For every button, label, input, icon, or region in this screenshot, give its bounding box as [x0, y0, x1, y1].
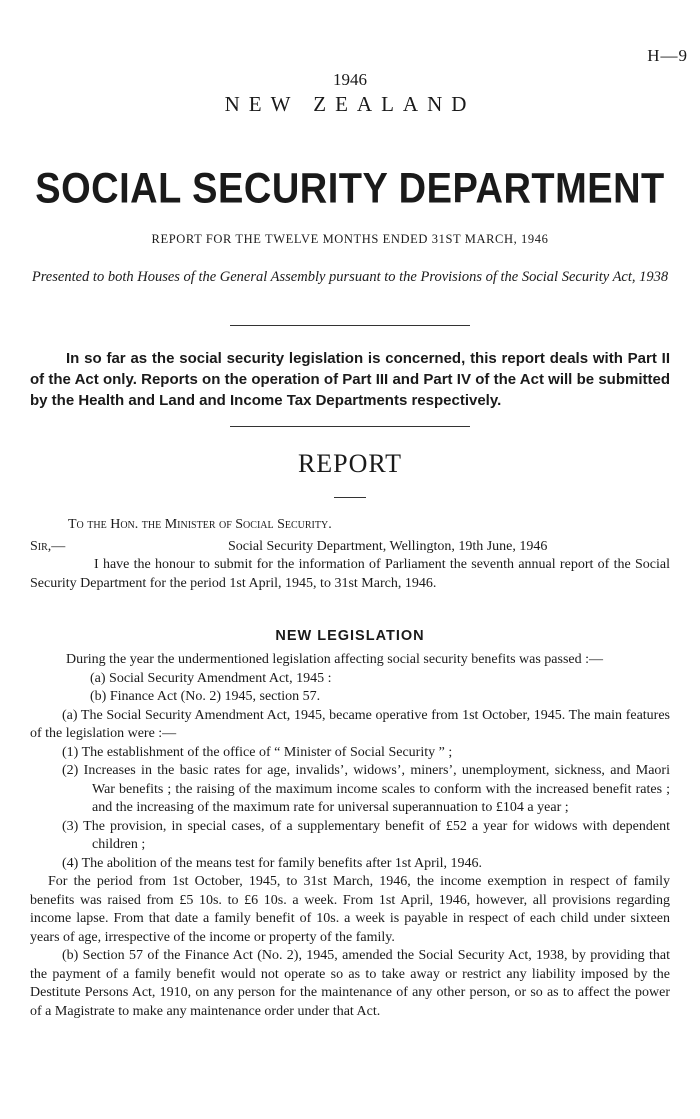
feature-item: (1) The establishment of the office of “ Minister of Social Security ” ;: [62, 744, 453, 760]
intro-paragraph: [30, 348, 670, 411]
family-benefit-paragraph: For the period from 1st October, 1945, to 31st March, 1946, the income exemption in respect of family benefits was raised from £5 10s. to £6 10s. a week. From 1st April, 1946, however, all provisions regarding income lapse. From that date a family benefit of 10s. a week is payable in respect of each child under sixteen years of age, irrespective of the income or property of the family.: [30, 874, 670, 945]
legislation-section: [30, 651, 670, 1021]
report-period: REPORT FOR THE TWELVE MONTHS ENDED 31ST MARCH, 1946: [151, 232, 549, 246]
section-heading: NEW LEGISLATION: [275, 628, 425, 644]
dateline: Social Security Department, Wellington, 19th June, 1946: [228, 539, 548, 554]
divider-rule: [230, 426, 470, 427]
opening-text: I have the honour to submit for the information of Parliament the seventh annual report of the Social Security Department for the period 1st April, 1945, to 31st March, 1946.: [30, 557, 670, 591]
report-heading: REPORT: [297, 449, 403, 478]
feature-item: (4) The abolition of the means test for family benefits after 1st April, 1946.: [62, 855, 483, 871]
feature-item: (3) The provision, in special cases, of a supplementary benefit of £52 a year for widows with dependent children ;: [62, 818, 670, 852]
sir-greeting: Sir,—: [30, 539, 66, 554]
presentation-note: Presented to both Houses of the General Assembly pursuant to the Provisions of the Social Security Act, 1938: [31, 269, 669, 285]
feature-item: (2) Increases in the basic rates for age, invalids’, widows’, miners’, unemployment, sickness, and Maori War benefits ; the raising of the maximum income scales to conform with the increased benefit rates ; and the increasing of the maximum rate for universal superannuation to £104 a year ;: [62, 763, 670, 815]
department-title: SOCIAL SECURITY DEPARTMENT: [35, 165, 665, 213]
legislation-item: (b) Finance Act (No. 2) 1945, section 57.: [90, 689, 321, 704]
intro-text: In so far as the social security legislation is concerned, this report deals with Part II of the Act only. Reports on the operation of Part III and Part IV of the Act will be submitted by the Health and Land and Income Tax Departments respectively.: [30, 350, 670, 409]
report-year: 1946: [333, 70, 367, 89]
country-heading: NEW ZEALAND: [224, 92, 476, 116]
finance-act-paragraph: (b) Section 57 of the Finance Act (No. 2), 1945, amended the Social Security Act, 1938, by providing that the payment of a family benefit would not operate so as to take away or restrict any liability imposed by the Destitute Persons Act, 1910, on any person for the maintenance of any other person, or so as to affect the power of a Magistrate to make any maintenance order under that Act.: [30, 948, 670, 1019]
legislation-intro: During the year the undermentioned legislation affecting social security benefits was passed :—: [66, 652, 604, 667]
page-number: H—9: [647, 46, 688, 65]
opening-paragraph: [30, 556, 670, 593]
amendment-paragraph: (a) The Social Security Amendment Act, 1945, became operative from 1st October, 1945. The main features of the legislation were :—: [30, 707, 670, 741]
divider-rule: [230, 325, 470, 326]
divider-rule: [334, 497, 366, 498]
salutation: To the Hon. the Minister of Social Security.: [68, 517, 332, 532]
legislation-item: (a) Social Security Amendment Act, 1945 :: [90, 670, 332, 686]
